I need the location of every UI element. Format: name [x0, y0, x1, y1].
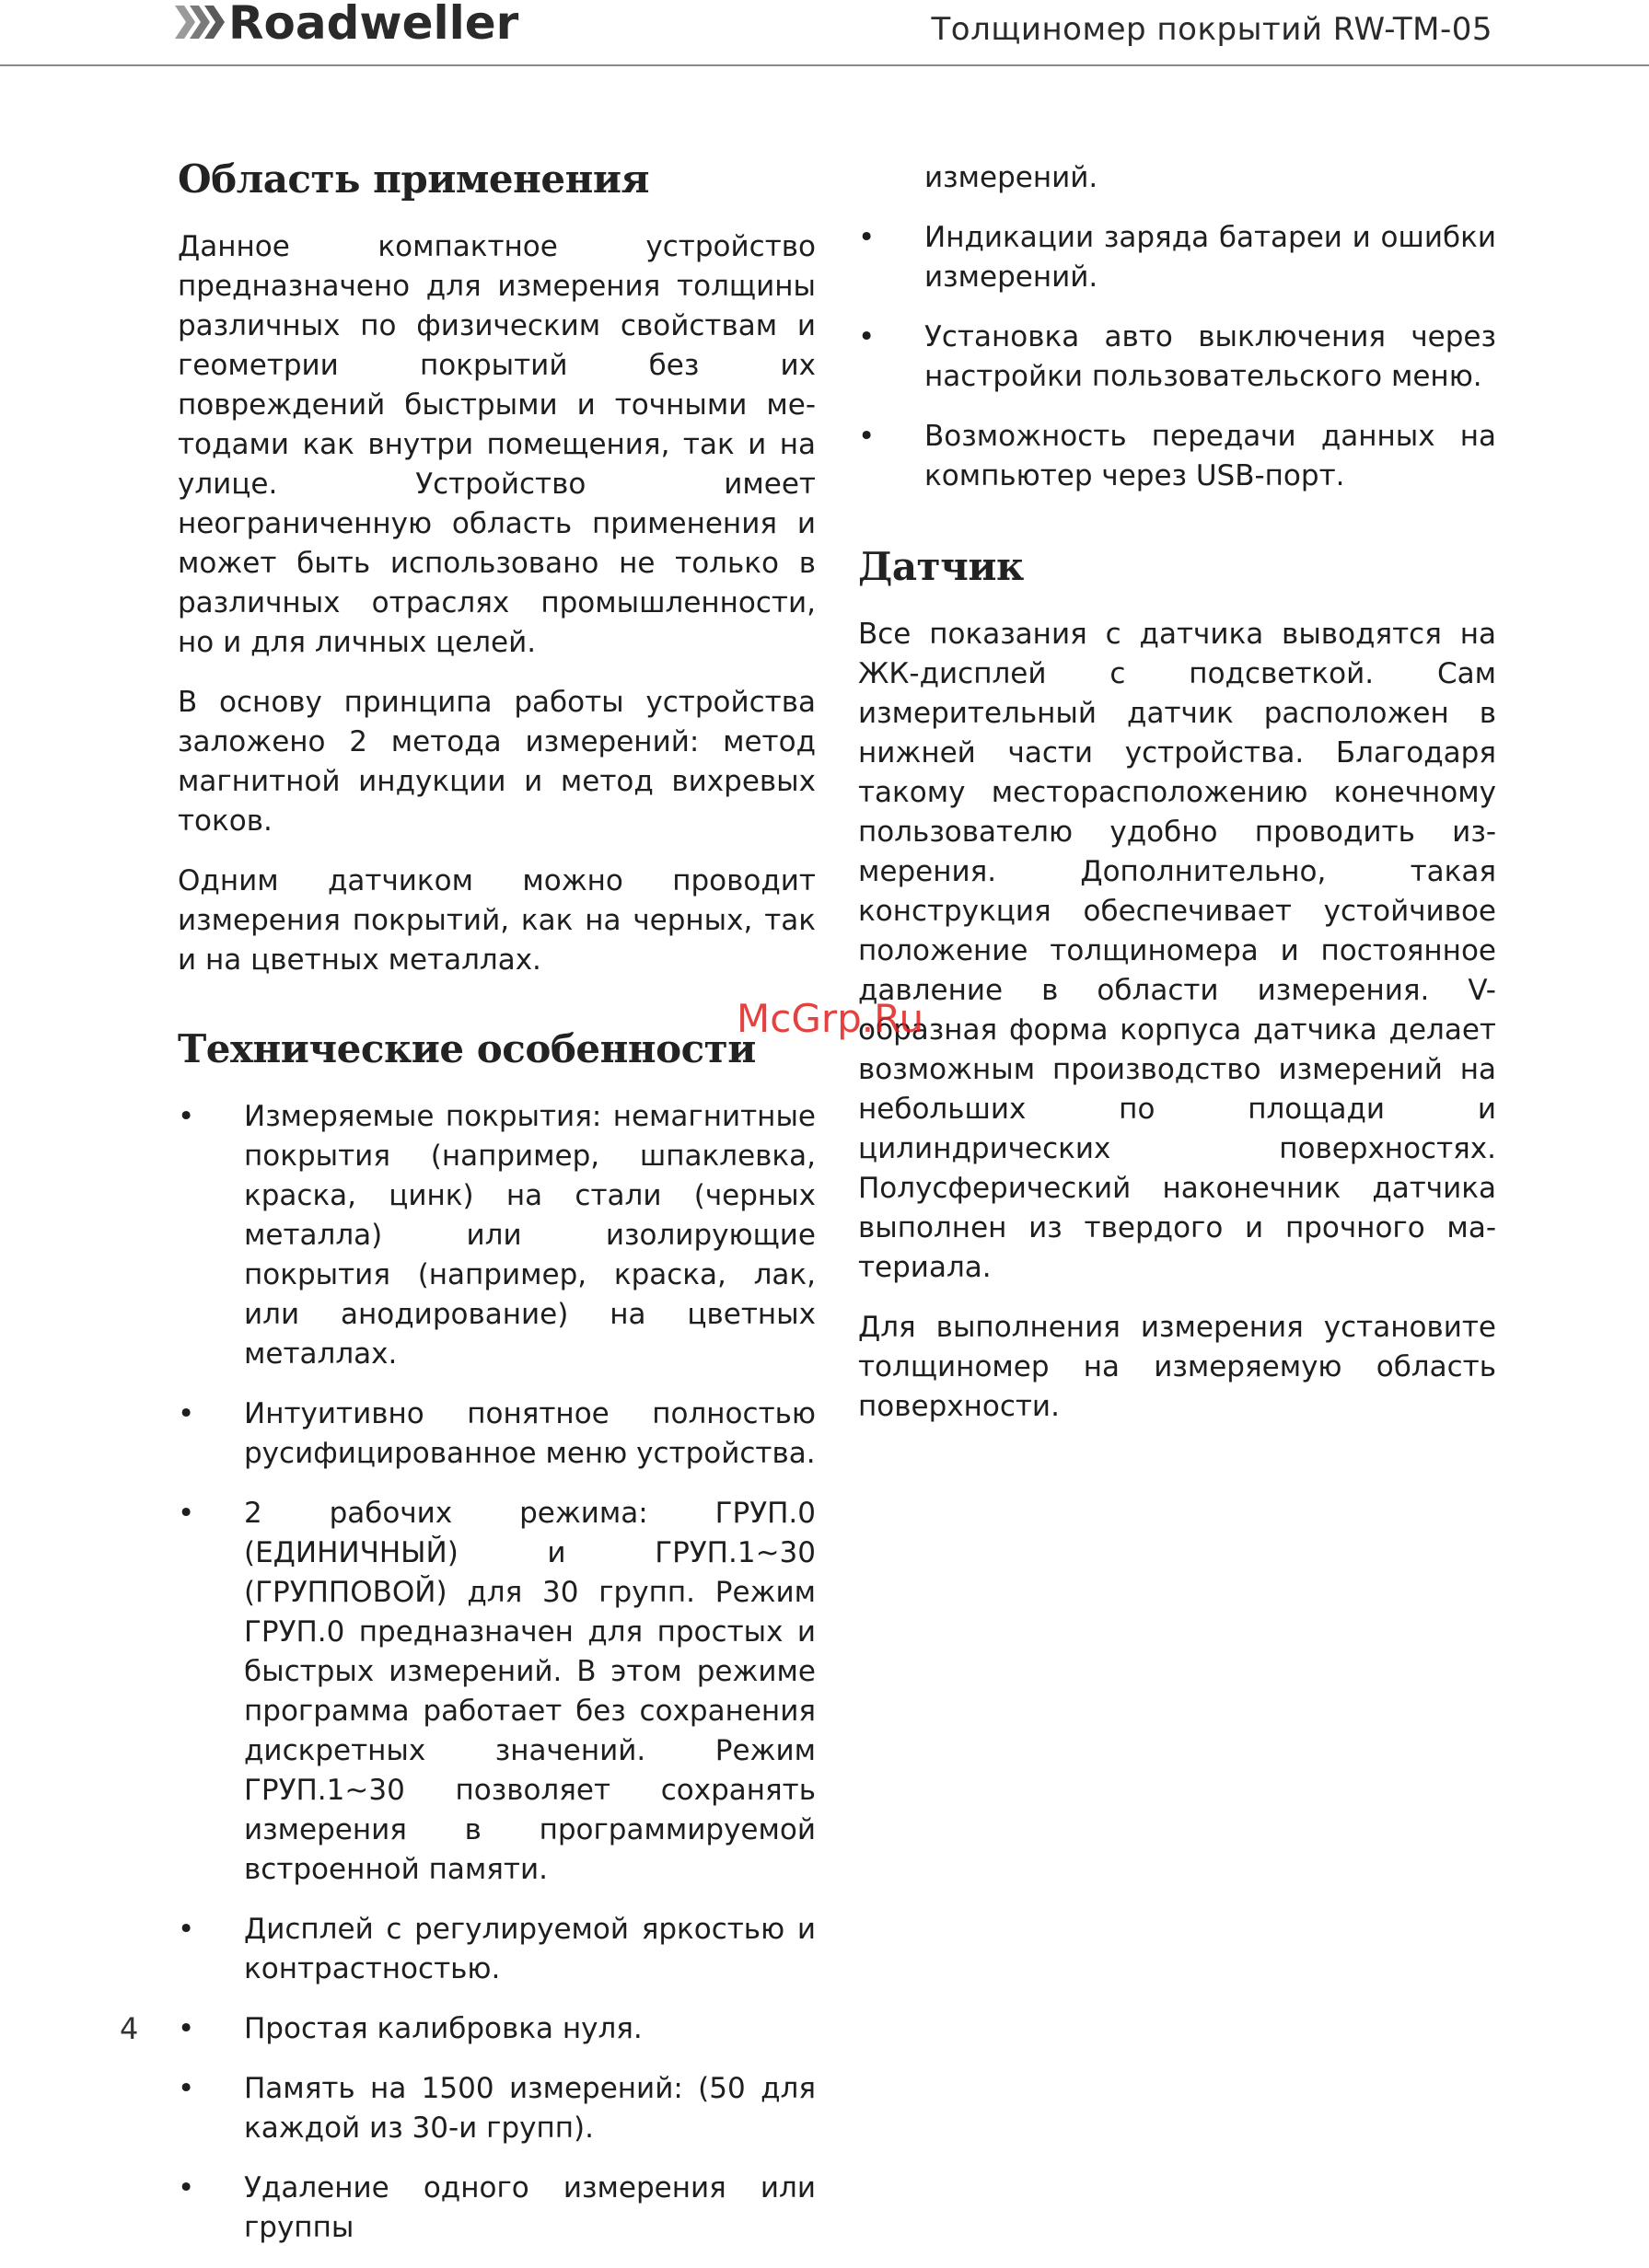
- document-title: Толщиномер покрытий RW-TM-05: [931, 11, 1492, 48]
- list-item: • Измеряемые покрытия: немагнитные покрытия (например, шпаклевка, краска, цинк) на стали (черных металла) или изолирующие покрытия (например, краска, лак, или анодирование) на цветных металлах.: [178, 1097, 816, 1374]
- bullet-icon: •: [178, 2171, 195, 2204]
- list-item: • Простая калибровка нуля.: [178, 2009, 816, 2049]
- bullet-icon: •: [178, 2012, 195, 2045]
- features-list: [178, 1097, 816, 2248]
- heading-sensor: Датчик: [858, 544, 1024, 589]
- list-item: • Память на 1500 измерений: (50 для каждой из 30-и групп).: [178, 2069, 816, 2148]
- bullet-icon: •: [858, 420, 876, 453]
- heading-application-area: Область применения: [178, 156, 650, 202]
- right-column: [858, 158, 1496, 1447]
- list-item: • 2 рабочих режима: ГРУП.0 (ЕДИНИЧНЫЙ) и ГРУП.1~30 (ГРУППОВОЙ) для 30 групп. Режим ГРУП.0 предназначен для простых и быстрых измерений. В этом режиме программа работает без сохранения дискретных значений. Режим ГРУП.1~30 позволяет сохранять измерения в программируемой встроенной памяти.: [178, 1494, 816, 1890]
- bullet-icon: •: [178, 1497, 195, 1530]
- paragraph: Все показания с датчика выводятся на ЖК-дисплей с подсветкой. Сам измерительный датчик расположен в нижней части устройства. Благодаря такому месторасположению конечному пользователю удобно проводить измерения. Дополнительно, такая конструкция обеспечивает устойчивое положение толщиномера и постоянное давление в области измерения. V-образная форма корпуса датчика делает возможным производство измерений на небольших по площади и цилиндрических поверхностях. Полусферический наконечник датчика выполнен из твердого и прочного материала.: [858, 618, 1496, 1284]
- list-item: • Индикации заряда батареи и ошибки измерений.: [858, 218, 1496, 297]
- bullet-icon: •: [858, 221, 876, 254]
- bullet-icon: •: [178, 2072, 195, 2105]
- roadweller-logo: [175, 0, 617, 46]
- paragraph: Для выполнения измерения установите толщиномер на измеряемую область поверхности.: [858, 1311, 1496, 1423]
- bullet-icon: •: [178, 1100, 195, 1133]
- paragraph: В основу принципа работы устройства заложено 2 метода измерений: метод магнитной индукции и метод вихревых токов.: [178, 686, 816, 838]
- page-header: [0, 0, 1649, 66]
- list-item: • Интуитивно понятное полностью русифицированное меню устройства.: [178, 1394, 816, 1474]
- heading-technical-features: Технические особенности: [178, 1026, 756, 1071]
- list-item-continuation: измерений.: [924, 161, 1098, 194]
- features-list-continued: [858, 218, 1496, 496]
- page-number: 4: [120, 2011, 139, 2046]
- paragraph: Данное компактное устройство предназначено для измерения толщины различных по физическим свойствам и геометрии покрытий без их повреждений быстрыми и точными методами как внутри помещения, так и на улице. Устройство имеет неограниченную область применения и может быть использовано не только в различных отраслях промышленности, но и для личных целей.: [178, 230, 816, 659]
- bullet-icon: •: [178, 1913, 195, 1946]
- list-item: • Дисплей с регулируемой яркостью и контрастностью.: [178, 1910, 816, 1989]
- list-item: • Удаление одного измерения или группы: [178, 2169, 816, 2248]
- paragraph: Одним датчиком можно проводит измерения покрытий, как на черных, так и на цветных металлах.: [178, 864, 816, 977]
- svg-text:Roadweller: Roadweller: [228, 0, 519, 46]
- list-item: • Возможность передачи данных на компьютер через USB-порт.: [858, 417, 1496, 496]
- header-divider: [0, 64, 1649, 66]
- watermark: McGrp.Ru: [737, 996, 924, 1041]
- bullet-icon: •: [178, 1397, 195, 1430]
- bullet-icon: •: [858, 320, 876, 353]
- left-column: [178, 156, 816, 2268]
- list-item: • Установка авто выключения через настройки пользовательского меню.: [858, 318, 1496, 397]
